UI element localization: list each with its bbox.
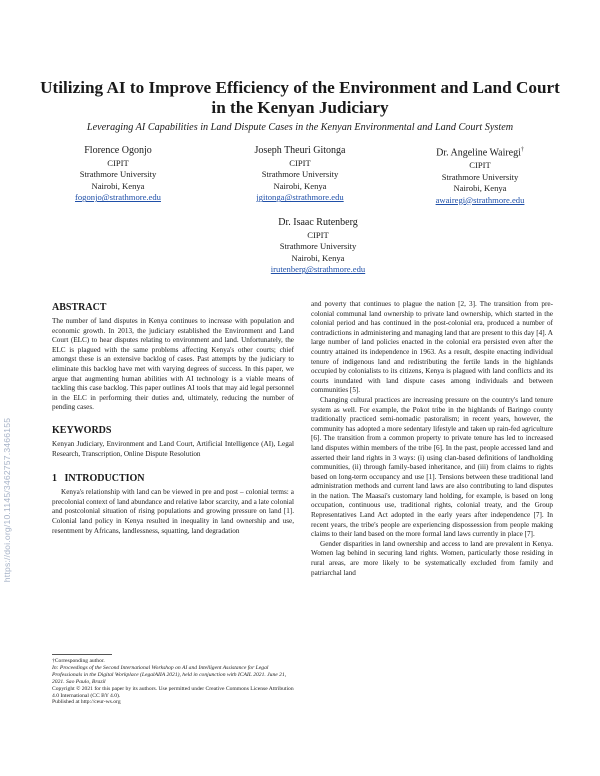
introduction-text: Kenya's relationship with land can be viewed in pre and post – colonial terms: a precolonial context of land abundance and relative labor scarcity, and a late colonial and postcolonial situation of rising populations and growing pressure on land [1]. Colonial land policy in Kenya resulted in inequality in land ownership and use, resentment by Africans, landlessness, squatting, land degradation — [52, 488, 294, 535]
keywords-heading: KEYWORDS — [52, 424, 112, 436]
keywords-text: Kenyan Judiciary, Environment and Land Court, Artificial Intelligence (AI), Legal Research, Transcription, Online Dispute Resolution — [52, 439, 294, 458]
footnote-copyright: Copyright © 2021 for this paper by its authors. Use permitted under Creative Commons License Attribution 4.0 International (CC BY 4.0). — [52, 685, 294, 699]
right-column — [311, 300, 553, 578]
author-block-1 — [18, 144, 218, 204]
introduction-heading — [52, 473, 294, 485]
author-org: CIPIT — [107, 158, 129, 168]
footnote-published: Published at http://ceur-ws.org — [52, 699, 121, 706]
author-name-container — [380, 144, 580, 159]
author-name: Joseph Theuri Gitonga — [254, 145, 346, 156]
body-paragraph: Gender disparities in land ownership and access to land are prevalent in Kenya. Women lag behind in securing land rights. Women, particularly those residing in rural areas, are more likely to be systematically excluded from family and patriarchal land — [311, 539, 553, 577]
author-email-link[interactable]: fogonjo@strathmore.edu — [75, 192, 161, 203]
paper-subtitle: Leveraging AI Capabilities in Land Dispute Cases in the Kenyan Environmental and Land Court System — [86, 122, 514, 133]
author-org: CIPIT — [307, 230, 329, 240]
author-university: Strathmore University — [279, 241, 357, 252]
abstract-text: The number of land disputes in Kenya continues to increase with population and economic growth. In 2013, the judiciary established the Environment and Land Court (ELC) to hear disputes relating to environment and land. Unfortunately, the ELC is plagued with the same problems affecting Kenya's other courts; chief amongst these is an extensive backlog of cases. Past attempts by the judiciary to eliminate this backlog have met with varying degrees of success. In this paper, we argue that augmenting human abilities with AI technology is a viable means of tackling this case backlog. This paper outlines AI tools that may aid legal personnel in the ELC in performing their duties and, ultimately, reducing the number of pending cases. — [52, 317, 294, 412]
side-identifier[interactable] — [0, 380, 14, 620]
author-university: Strathmore University — [261, 169, 339, 180]
author-block-3 — [380, 144, 580, 206]
author-block-4 — [218, 216, 418, 276]
body-paragraph: Changing cultural practices are increasing pressure on the country's land tenure system as well. For example, the Pokot tribe in the highlands of Baringo county traditionally practiced semi-nomadic pastoralism; in recent years, however, the community has adopted a more sedentary lifestyle and taken up rain-fed agriculture [6]. The transition from a common property to private tenure has led to increased land disputes within members of the tribe [6]. In the past, people accessed land and asserted their land rights in 3 ways: (i) using clan-based definitions of landholding communities, (ii) through family-based inheritance, and (iii) from claims to rights based on long-term occupancy and use [1]. Tensions between these traditional land administration methods and current land laws are also contributing to land disputes in the nation. The Maasai's customary land holding, for example, is based on long occupation, continuous use, traditional rights, colonial treaty, and the Group Representatives Land Act adopted in the early years after independence [7]. In recent years, the tribe's people are experiencing dispossession from people making claims to their land based on the more formal land laws currently in place [7]. — [311, 395, 553, 539]
section-number: 1 — [52, 473, 57, 485]
author-city: Nairobi, Kenya — [91, 180, 145, 191]
section-title: INTRODUCTION — [64, 473, 145, 485]
footnote-corresponding: †Corresponding author. — [52, 658, 105, 664]
doi-link[interactable]: https://doi.org/10.1145/3462757.3466155 — [2, 417, 12, 583]
author-email-link[interactable]: awairegi@strathmore.edu — [435, 194, 525, 205]
author-name: Dr. Angeline Wairegi — [436, 147, 521, 159]
author-university: Strathmore University — [441, 171, 519, 182]
author-city: Nairobi, Kenya — [291, 252, 345, 263]
paper-title: Utilizing AI to Improve Efficiency of the Environment and Land Court in the Kenyan Judiciary — [40, 78, 560, 117]
author-org: CIPIT — [289, 158, 311, 168]
footnote-venue: In: Proceedings of the Second International Workshop on AI and Intelligent Assistance for Legal Professionals in the Digital Workplace (LegalAIIA 2021), held in conjunction with ICAIL 2021. June 21, 2021. Sao Paulo, Brazil — [52, 664, 287, 685]
left-column — [52, 302, 294, 536]
author-city: Nairobi, Kenya — [273, 180, 327, 191]
author-city: Nairobi, Kenya — [453, 183, 507, 194]
author-email-link[interactable]: irutenberg@strathmore.edu — [270, 264, 366, 275]
footnote — [52, 654, 298, 706]
footnote-rule — [52, 654, 112, 655]
corresponding-mark: † — [520, 147, 524, 153]
body-paragraph: and poverty that continues to plague the nation [2, 3]. The transition from pre-colonial communal land ownership to private land ownership, which started in the colonial period and has continued in the post-colonial era, produced a number of contradictions in administering and managing land that are present to this day [4]. A large number of land policies enacted in the colonial era persisted even after the country attained its independence in 1963. As a result, despite enacting individual tenure of indigenous land and redistributing the fertile lands in the highlands occupied by colonialists to its citizens, Kenya is plagued with land conflicts and its courts inundated with land dispute cases among individuals and between communities [5]. — [311, 300, 553, 395]
author-name: Dr. Isaac Rutenberg — [278, 217, 358, 228]
author-name: Florence Ogonjo — [84, 145, 152, 156]
author-email-link[interactable]: jgitonga@strathmore.edu — [256, 192, 344, 203]
author-block-2 — [200, 144, 400, 204]
author-org: CIPIT — [469, 160, 491, 171]
author-university: Strathmore University — [79, 169, 157, 180]
abstract-heading: ABSTRACT — [52, 302, 107, 313]
